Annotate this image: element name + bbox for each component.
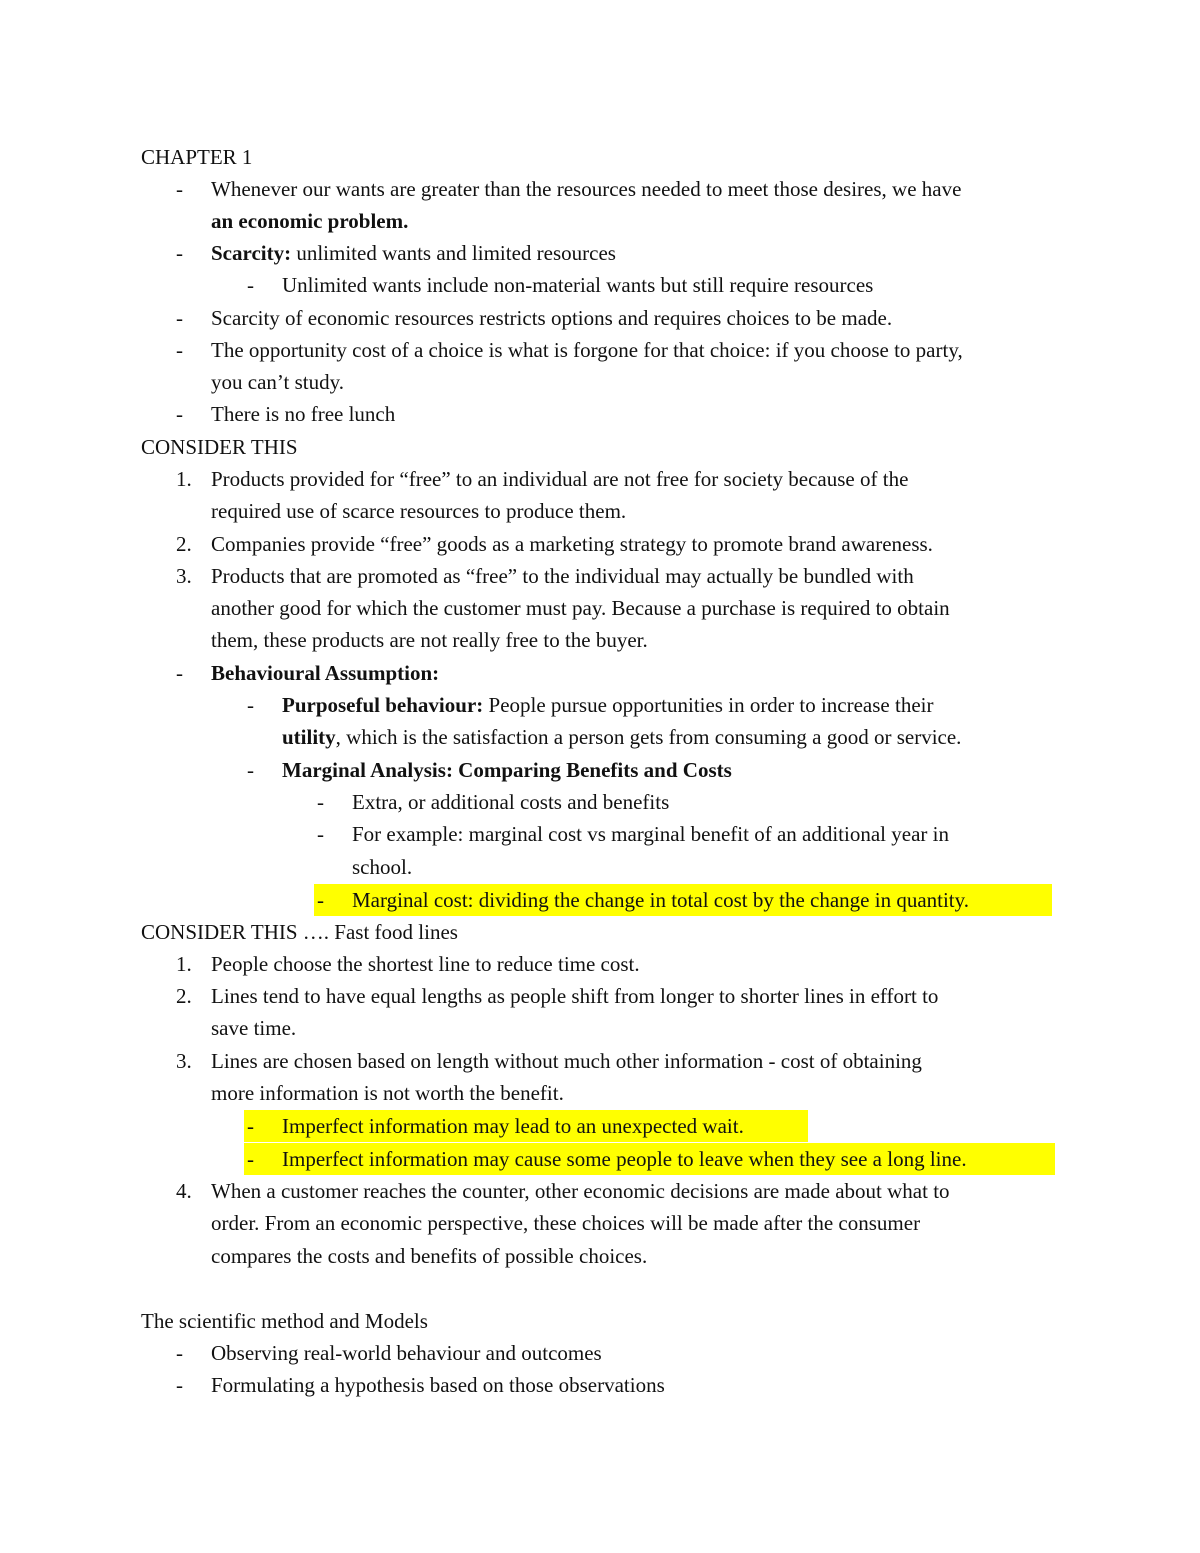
marginal-cost-definition: Marginal cost: dividing the change in total cost by the change in quantity.: [352, 888, 970, 912]
fast-food-item-2-line1: Lines tend to have equal lengths as people shift from longer to shorter lines in effort to: [211, 984, 939, 1008]
fast-food-item-3-line2: more information is not worth the benefit.: [211, 1081, 564, 1105]
scientific-item-1: Observing real-world behaviour and outcomes: [211, 1341, 602, 1365]
consider-item-2: Companies provide “free” goods as a marketing strategy to promote brand awareness.: [211, 532, 933, 556]
fast-food-item-4-line1: When a customer reaches the counter, other economic decisions are made about what to: [211, 1179, 950, 1203]
fast-food-item-4-line2: order. From an economic perspective, these choices will be made after the consumer: [211, 1211, 921, 1235]
fast-food-heading: CONSIDER THIS …. Fast food lines: [141, 920, 458, 944]
consider-item-1-line1: Products provided for “free” to an individual are not free for society because of the: [211, 467, 909, 491]
chapter-item-1-line1: Whenever our wants are greater than the resources needed to meet those desires, we have: [211, 177, 962, 201]
list-number: 2.: [176, 532, 192, 556]
marginal-sub-2-line2: school.: [352, 855, 413, 879]
chapter-item-2-sub: Unlimited wants include non-material wants but still require resources: [282, 273, 874, 297]
bullet-dash: -: [317, 888, 324, 912]
bullet-dash: -: [176, 402, 183, 426]
chapter-item-4-line2: you can’t study.: [211, 370, 344, 394]
marginal-analysis-heading-text: Marginal Analysis: Comparing Benefits and Costs: [282, 758, 732, 782]
consider-item-3-line2: another good for which the customer must pay. Because a purchase is required to obtain: [211, 596, 950, 620]
bullet-dash: -: [247, 273, 254, 297]
behaviour-heading: [211, 657, 439, 689]
utility-term: utility: [282, 725, 336, 749]
imperfect-info-wait: Imperfect information may lead to an unexpected wait.: [282, 1114, 744, 1138]
bullet-dash: -: [176, 241, 183, 265]
purposeful-behaviour-line2: [282, 721, 961, 753]
bullet-dash: -: [176, 661, 183, 685]
chapter-heading: CHAPTER 1: [141, 145, 253, 169]
purposeful-behaviour-text: People pursue opportunities in order to increase their: [483, 693, 934, 717]
marginal-sub-2-line1: For example: marginal cost vs marginal benefit of an additional year in: [352, 822, 949, 846]
scarcity-definition: unlimited wants and limited resources: [291, 241, 616, 265]
consider-item-3-line3: them, these products are not really free to the buyer.: [211, 628, 648, 652]
consider-item-3-line1: Products that are promoted as “free” to the individual may actually be bundled with: [211, 564, 914, 588]
list-number: 1.: [176, 952, 192, 976]
chapter-item-2: [211, 237, 616, 269]
imperfect-info-leave: Imperfect information may cause some people to leave when they see a long line.: [282, 1147, 967, 1171]
chapter-item-1-line2: [211, 205, 408, 237]
list-number: 3.: [176, 1049, 192, 1073]
list-number: 4.: [176, 1179, 192, 1203]
bullet-dash: -: [176, 1373, 183, 1397]
list-number: 3.: [176, 564, 192, 588]
bullet-dash: -: [317, 790, 324, 814]
highlighted-bullet-unexpected-wait: [244, 1110, 808, 1142]
economic-problem-term: an economic problem.: [211, 209, 409, 233]
behaviour-heading-text: Behavioural Assumption:: [211, 661, 440, 685]
highlighted-bullet-long-line: [244, 1143, 1055, 1175]
bullet-dash: -: [247, 693, 254, 717]
fast-food-item-3-line1: Lines are chosen based on length without much other information - cost of obtaining: [211, 1049, 922, 1073]
fast-food-item-1: People choose the shortest line to reduce time cost.: [211, 952, 640, 976]
scientific-item-2: Formulating a hypothesis based on those observations: [211, 1373, 665, 1397]
bullet-dash: -: [247, 1114, 254, 1138]
bullet-dash: -: [247, 758, 254, 782]
fast-food-item-4-line3: compares the costs and benefits of possible choices.: [211, 1244, 648, 1268]
chapter-item-3: Scarcity of economic resources restricts options and requires choices to be made.: [211, 306, 893, 330]
bullet-dash: -: [176, 1341, 183, 1365]
consider-item-1-line2: required use of scarce resources to produce them.: [211, 499, 627, 523]
bullet-dash: -: [247, 1147, 254, 1171]
scientific-method-heading: The scientific method and Models: [141, 1309, 428, 1333]
fast-food-item-2-line2: save time.: [211, 1016, 297, 1040]
chapter-item-5: There is no free lunch: [211, 402, 396, 426]
bullet-dash: -: [176, 177, 183, 201]
list-number: 2.: [176, 984, 192, 1008]
consider-heading: CONSIDER THIS: [141, 435, 298, 459]
bullet-dash: -: [176, 338, 183, 362]
scarcity-term: Scarcity:: [211, 241, 292, 265]
highlighted-bullet-marginal-cost: [314, 884, 1052, 916]
purposeful-behaviour-term: Purposeful behaviour:: [282, 693, 484, 717]
list-number: 1.: [176, 467, 192, 491]
chapter-item-4-line1: The opportunity cost of a choice is what is forgone for that choice: if you choose to party,: [211, 338, 963, 362]
purposeful-behaviour-line1: [282, 689, 933, 721]
bullet-dash: -: [176, 306, 183, 330]
marginal-analysis-heading: [282, 754, 732, 786]
bullet-dash: -: [317, 822, 324, 846]
utility-definition: , which is the satisfaction a person gets from consuming a good or service.: [335, 725, 962, 749]
marginal-sub-1: Extra, or additional costs and benefits: [352, 790, 670, 814]
